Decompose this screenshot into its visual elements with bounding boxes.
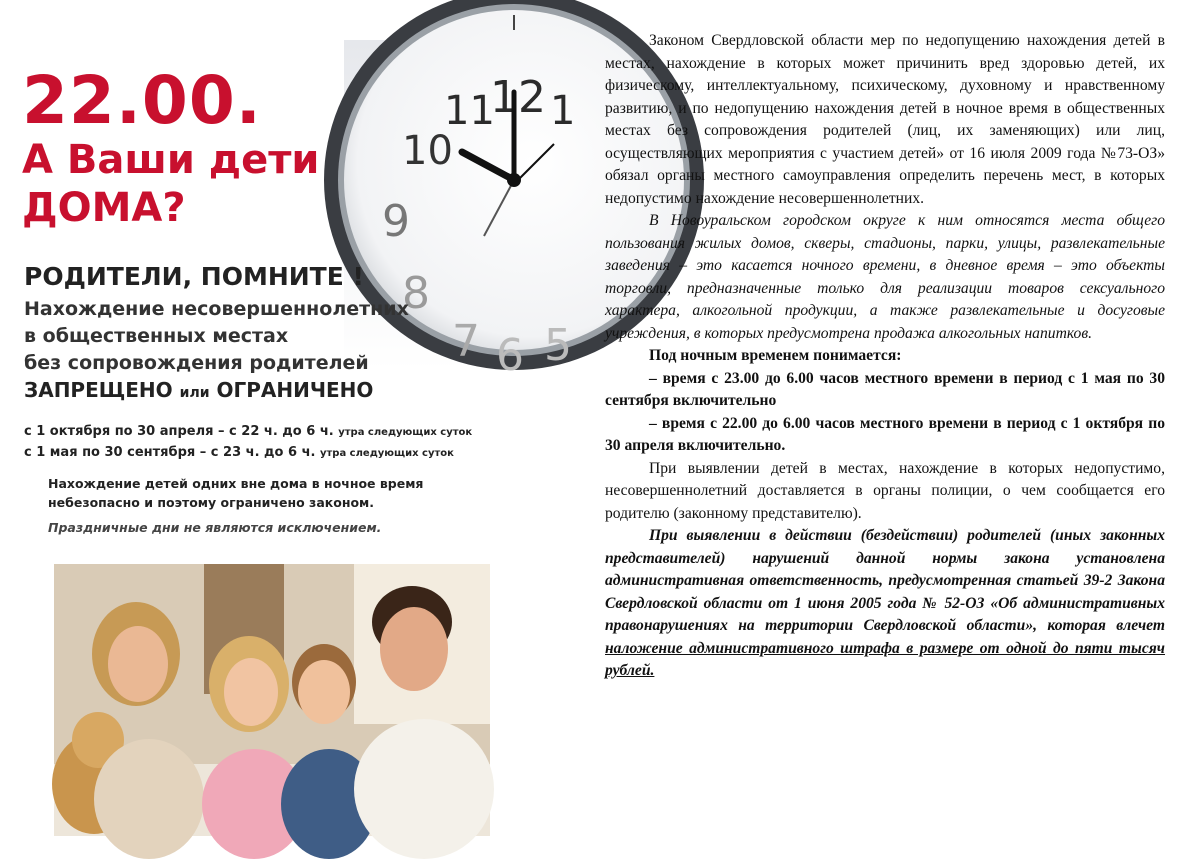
liability-text: При выявлении в действии (бездействии) родителей (иных законных представителей) нарушений данной нормы закона установлена административная ответственность, предусмотренная статьей 39-2 Закона Свердловской области от 1 июня 2005 года № 52-ОЗ «Об административных правонарушениях на территории Свердловской области», которая влечет [605, 527, 1165, 634]
safety-warning [48, 474, 423, 512]
headline-time: 22.00. [22, 62, 262, 139]
schedule-summer-main: с 1 мая по 30 сентября – с 23 ч. до 6 ч. [24, 445, 316, 460]
schedule-winter-main: с 1 октября по 30 апреля – с 22 ч. до 6 ч. [24, 424, 334, 439]
curfew-rule [24, 296, 409, 407]
schedule-summer [24, 443, 472, 464]
poster [22, 40, 576, 840]
clock-number-8: 8 [402, 268, 430, 319]
curfew-schedule [24, 422, 472, 464]
schedule-winter-tail: утра следующих суток [338, 427, 473, 438]
headline-question-line1: А Ваши дети [22, 137, 320, 183]
article-night-time-heading: Под ночным временем понимается: [649, 347, 902, 364]
fine-text: наложение административного штрафа в размере от одной до пяти тысяч рублей. [605, 639, 1165, 679]
parents-reminder: РОДИТЕЛИ, ПОМНИТЕ ! [24, 262, 364, 291]
article-paragraph-law: Законом Свердловской области мер по недопущению нахождения детей в местах, нахождение в которых может причинить вред здоровью детей, их физическому, интеллектуальному, психическому, духовному и нравственному развитию, и по недопущению нахождения детей в ночное время в общественных местах без сопровождения родителей (лиц, их заменяющих) или лиц, осуществляющих мероприятия с участием детей» от 16 июля 2009 года №73-ОЗ» обязал органы местного самоуправления определить перечень мест, в которых недопустимо нахождение несовершеннолетних. [605, 32, 1165, 207]
article-paragraph-places: В Новоуральском городском округе к ним относятся места общего пользования жилых домов, скверы, стадионы, парки, улицы, развлекательные заведения – это касается ночного времени, в дневное время – это объекты торговли, предназначенные только для реализации товаров сексуального характера, алкогольной продукции, а также развлекательные и досуговые учреждения, в которых предусмотрена продажа алкогольных напитков. [605, 212, 1165, 342]
headline-question-line2: ДОМА? [22, 185, 186, 231]
rule-line-4 [24, 377, 409, 407]
warning-line-1: Нахождение детей одних вне дома в ночное время [48, 476, 424, 491]
article-paragraph-liability [605, 525, 1165, 683]
rule-forbidden: ЗАПРЕЩЕНО [24, 378, 173, 402]
clock-number-9: 9 [382, 196, 410, 247]
rule-line-1: Нахождение несовершеннолетних [24, 298, 409, 320]
article-night-time-winter: – время с 22.00 до 6.00 часов местного времени в период с 1 октября по 30 апреля включительно. [605, 414, 1165, 454]
rule-line-2: в общественных местах [24, 325, 289, 347]
clock-number-5: 5 [544, 320, 572, 371]
schedule-winter [24, 422, 472, 443]
clock-number-11: 11 [444, 88, 495, 134]
rule-or: или [179, 385, 210, 401]
family-photo [54, 564, 490, 836]
clock-number-10: 10 [402, 128, 453, 174]
rule-limited: ОГРАНИЧЕНО [216, 378, 374, 402]
article [605, 30, 1165, 683]
holiday-note: Праздничные дни не являются исключением. [48, 520, 382, 535]
rule-line-3: без сопровождения родителей [24, 352, 369, 374]
article-paragraph-police: При выявлении детей в местах, нахождение в которых недопустимо, несовершеннолетний доставляется в органы полиции, о чем сообщается его родителю (законному представителю). [605, 459, 1165, 522]
clock-number-12: 12 [490, 72, 546, 123]
article-night-time-summer: – время с 23.00 до 6.00 часов местного времени в период с 1 мая по 30 сентября включительно [605, 369, 1165, 409]
clock-number-1: 1 [550, 88, 576, 134]
clock-number-6: 6 [496, 330, 524, 381]
schedule-summer-tail: утра следующих суток [319, 448, 454, 459]
warning-line-2: небезопасно и поэтому ограничено законом. [48, 495, 375, 510]
headline-question [22, 136, 319, 232]
clock-number-7: 7 [452, 316, 480, 367]
